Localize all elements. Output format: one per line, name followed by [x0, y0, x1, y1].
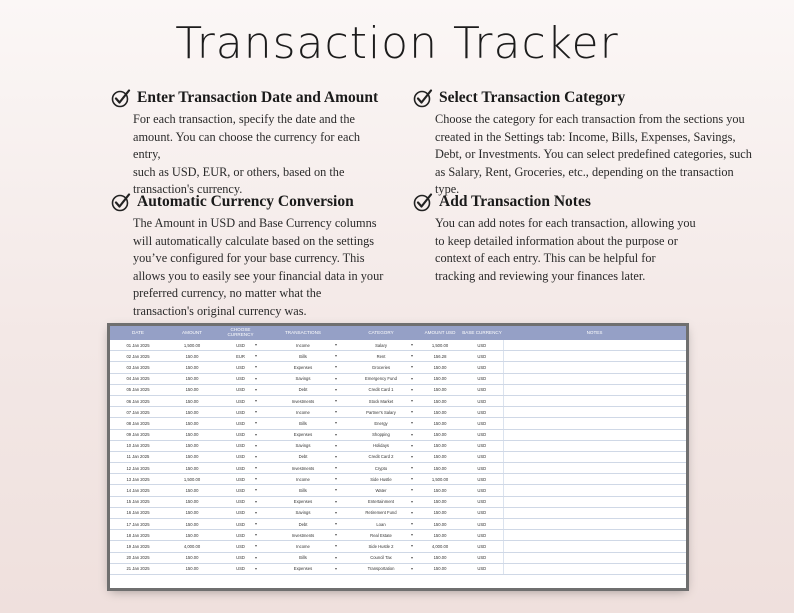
table-header-row: [110, 326, 686, 340]
currency-select[interactable]: USD: [218, 519, 263, 530]
amount-cell[interactable]: 150.00: [166, 519, 218, 530]
date-cell[interactable]: 19 Jan 2025: [110, 541, 166, 552]
category-select[interactable]: Salary: [343, 340, 419, 351]
transaction-type-select[interactable]: Investments: [263, 395, 343, 406]
notes-cell[interactable]: [503, 407, 686, 418]
currency-select[interactable]: USD: [218, 541, 263, 552]
currency-select[interactable]: USD: [218, 474, 263, 485]
notes-cell[interactable]: [503, 340, 686, 351]
category-select[interactable]: Stock Market: [343, 395, 419, 406]
notes-cell[interactable]: [503, 384, 686, 395]
amount-cell[interactable]: 150.00: [166, 373, 218, 384]
category-select[interactable]: Water: [343, 485, 419, 496]
amount-cell[interactable]: 150.00: [166, 507, 218, 518]
table-row: [110, 351, 686, 362]
amount-usd-cell: 1,500.00: [419, 474, 461, 485]
amount-usd-cell: 150.00: [419, 507, 461, 518]
date-cell[interactable]: 01 Jan 2025: [110, 340, 166, 351]
category-select[interactable]: Entertainment: [343, 496, 419, 507]
transaction-type-select[interactable]: Investments: [263, 463, 343, 474]
currency-select[interactable]: USD: [218, 373, 263, 384]
category-select[interactable]: Credit Card 1: [343, 384, 419, 395]
base-currency-cell: USD: [461, 485, 503, 496]
currency-select[interactable]: USD: [218, 340, 263, 351]
currency-select[interactable]: USD: [218, 530, 263, 541]
amount-usd-cell: 150.00: [419, 440, 461, 451]
column-header-amount: AMOUNT: [166, 326, 218, 340]
table-row: [110, 418, 686, 429]
base-currency-cell: USD: [461, 429, 503, 440]
amount-cell[interactable]: 150.00: [166, 552, 218, 563]
amount-cell[interactable]: 150.00: [166, 496, 218, 507]
date-cell[interactable]: 09 Jan 2025: [110, 429, 166, 440]
category-select[interactable]: Rent: [343, 351, 419, 362]
amount-usd-cell: 150.00: [419, 407, 461, 418]
table-row: [110, 407, 686, 418]
table-row: [110, 373, 686, 384]
notes-cell[interactable]: [503, 429, 686, 440]
transaction-type-select[interactable]: Debt: [263, 384, 343, 395]
transaction-type-select[interactable]: Savings: [263, 373, 343, 384]
date-cell[interactable]: 05 Jan 2025: [110, 384, 166, 395]
notes-cell[interactable]: [503, 496, 686, 507]
date-cell[interactable]: 14 Jan 2025: [110, 485, 166, 496]
currency-select[interactable]: USD: [218, 362, 263, 373]
table-row: [110, 362, 686, 373]
notes-cell[interactable]: [503, 373, 686, 384]
transaction-type-select[interactable]: Debt: [263, 519, 343, 530]
base-currency-cell: USD: [461, 474, 503, 485]
feature-category: [413, 88, 753, 199]
notes-cell[interactable]: [503, 463, 686, 474]
amount-usd-cell: 150.00: [419, 429, 461, 440]
category-select[interactable]: Transportation: [343, 563, 419, 574]
currency-select[interactable]: USD: [218, 563, 263, 574]
base-currency-cell: USD: [461, 373, 503, 384]
amount-usd-cell: 156.28: [419, 351, 461, 362]
column-header-amount-usd: AMOUNT USD: [419, 326, 461, 340]
amount-usd-cell: 1,500.00: [419, 340, 461, 351]
table-row: [110, 384, 686, 395]
feature-heading: Enter Transaction Date and Amount: [137, 89, 379, 106]
currency-select[interactable]: USD: [218, 407, 263, 418]
currency-select[interactable]: USD: [218, 485, 263, 496]
transactions-table: [110, 326, 686, 575]
transaction-type-select[interactable]: Expenses: [263, 563, 343, 574]
category-select[interactable]: Energy: [343, 418, 419, 429]
category-select[interactable]: Side Hustle 2: [343, 541, 419, 552]
date-cell[interactable]: 13 Jan 2025: [110, 474, 166, 485]
table-row: [110, 541, 686, 552]
notes-cell[interactable]: [503, 474, 686, 485]
checkbox-check-icon: [111, 88, 131, 108]
amount-usd-cell: 150.00: [419, 362, 461, 373]
notes-cell[interactable]: [503, 418, 686, 429]
date-cell[interactable]: 18 Jan 2025: [110, 530, 166, 541]
table-row: [110, 552, 686, 563]
amount-cell[interactable]: 1,500.00: [166, 340, 218, 351]
date-cell[interactable]: 16 Jan 2025: [110, 507, 166, 518]
table-row: [110, 395, 686, 406]
amount-usd-cell: 150.00: [419, 519, 461, 530]
base-currency-cell: USD: [461, 541, 503, 552]
currency-select[interactable]: USD: [218, 496, 263, 507]
feature-description: Choose the category for each transaction from the sections you created in the Settings tab: Income, Bills, Expenses, Savings, Debt, or Investments. You can select predefined categories, such as Salary, Rent, Groceries, etc., depending on the transaction type.: [435, 112, 752, 197]
category-select[interactable]: Credit Card 2: [343, 451, 419, 462]
amount-usd-cell: 150.00: [419, 485, 461, 496]
amount-cell[interactable]: 150.00: [166, 429, 218, 440]
date-cell[interactable]: 06 Jan 2025: [110, 395, 166, 406]
amount-cell[interactable]: 150.00: [166, 362, 218, 373]
date-cell[interactable]: 03 Jan 2025: [110, 362, 166, 373]
category-select[interactable]: Council Tax: [343, 552, 419, 563]
date-cell[interactable]: 17 Jan 2025: [110, 519, 166, 530]
transaction-type-select[interactable]: Income: [263, 541, 343, 552]
date-cell[interactable]: 02 Jan 2025: [110, 351, 166, 362]
amount-cell[interactable]: 150.00: [166, 395, 218, 406]
currency-select[interactable]: USD: [218, 463, 263, 474]
table-row: [110, 496, 686, 507]
date-cell[interactable]: 20 Jan 2025: [110, 552, 166, 563]
base-currency-cell: USD: [461, 451, 503, 462]
notes-cell[interactable]: [503, 530, 686, 541]
base-currency-cell: USD: [461, 463, 503, 474]
amount-usd-cell: 150.00: [419, 418, 461, 429]
category-select[interactable]: Holidays: [343, 440, 419, 451]
table-row: [110, 429, 686, 440]
table-row: [110, 530, 686, 541]
amount-cell[interactable]: 150.00: [166, 563, 218, 574]
table-row: [110, 451, 686, 462]
table-row: [110, 340, 686, 351]
notes-cell[interactable]: [503, 519, 686, 530]
currency-select[interactable]: USD: [218, 507, 263, 518]
feature-heading: Automatic Currency Conversion: [137, 193, 354, 210]
feature-heading: Select Transaction Category: [439, 89, 626, 106]
amount-cell[interactable]: 150.00: [166, 384, 218, 395]
date-cell[interactable]: 11 Jan 2025: [110, 451, 166, 462]
base-currency-cell: USD: [461, 362, 503, 373]
table-row: [110, 474, 686, 485]
date-cell[interactable]: 07 Jan 2025: [110, 407, 166, 418]
transactions-sheet: [110, 326, 686, 588]
currency-select[interactable]: USD: [218, 418, 263, 429]
column-header-currency: CHOOSE CURRENCY: [218, 326, 263, 340]
category-select[interactable]: Crypto: [343, 463, 419, 474]
date-cell[interactable]: 08 Jan 2025: [110, 418, 166, 429]
transaction-type-select[interactable]: Expenses: [263, 362, 343, 373]
amount-cell[interactable]: 150.00: [166, 451, 218, 462]
notes-cell[interactable]: [503, 552, 686, 563]
table-body: [110, 340, 686, 574]
amount-usd-cell: 4,000.00: [419, 541, 461, 552]
date-cell[interactable]: 15 Jan 2025: [110, 496, 166, 507]
table-row: [110, 563, 686, 574]
amount-cell[interactable]: 150.00: [166, 485, 218, 496]
base-currency-cell: USD: [461, 440, 503, 451]
category-select[interactable]: Partner's Salary: [343, 407, 419, 418]
amount-usd-cell: 150.00: [419, 373, 461, 384]
transaction-type-select[interactable]: Bills: [263, 552, 343, 563]
feature-heading: Add Transaction Notes: [439, 193, 591, 210]
table-row: [110, 440, 686, 451]
notes-cell[interactable]: [503, 563, 686, 574]
column-header-date: DATE: [110, 326, 166, 340]
category-select[interactable]: Side Hustle: [343, 474, 419, 485]
notes-cell[interactable]: [503, 507, 686, 518]
transaction-type-select[interactable]: Debt: [263, 451, 343, 462]
notes-cell[interactable]: [503, 485, 686, 496]
base-currency-cell: USD: [461, 407, 503, 418]
amount-usd-cell: 150.00: [419, 463, 461, 474]
amount-usd-cell: 150.00: [419, 496, 461, 507]
checkbox-check-icon: [111, 192, 131, 212]
base-currency-cell: USD: [461, 552, 503, 563]
amount-usd-cell: 150.00: [419, 563, 461, 574]
checkbox-check-icon: [413, 192, 433, 212]
transaction-type-select[interactable]: Savings: [263, 440, 343, 451]
amount-usd-cell: 150.00: [419, 395, 461, 406]
currency-select[interactable]: USD: [218, 552, 263, 563]
amount-cell[interactable]: 150.00: [166, 440, 218, 451]
base-currency-cell: USD: [461, 507, 503, 518]
category-select[interactable]: Shopping: [343, 429, 419, 440]
amount-cell[interactable]: 4,000.00: [166, 541, 218, 552]
transaction-type-select[interactable]: Bills: [263, 418, 343, 429]
table-row: [110, 519, 686, 530]
checkbox-check-icon: [413, 88, 433, 108]
currency-select[interactable]: USD: [218, 451, 263, 462]
amount-cell[interactable]: 150.00: [166, 418, 218, 429]
notes-cell[interactable]: [503, 351, 686, 362]
transaction-type-select[interactable]: Bills: [263, 351, 343, 362]
amount-cell[interactable]: 150.00: [166, 351, 218, 362]
amount-usd-cell: 150.00: [419, 451, 461, 462]
transaction-type-select[interactable]: Income: [263, 340, 343, 351]
transaction-type-select[interactable]: Income: [263, 474, 343, 485]
currency-select[interactable]: USD: [218, 440, 263, 451]
amount-usd-cell: 150.00: [419, 384, 461, 395]
column-header-base-currency: BASE CURRENCY: [461, 326, 503, 340]
date-cell[interactable]: 10 Jan 2025: [110, 440, 166, 451]
feature-description: For each transaction, specify the date and the amount. You can choose the currency for each entry, such as USD, EUR, or others, based on the transaction's currency.: [133, 112, 361, 197]
feature-currency-conversion: [111, 192, 386, 321]
currency-select[interactable]: USD: [218, 429, 263, 440]
notes-cell[interactable]: [503, 440, 686, 451]
amount-usd-cell: 150.00: [419, 530, 461, 541]
base-currency-cell: USD: [461, 384, 503, 395]
base-currency-cell: USD: [461, 563, 503, 574]
base-currency-cell: USD: [461, 351, 503, 362]
notes-cell[interactable]: [503, 395, 686, 406]
notes-cell[interactable]: [503, 362, 686, 373]
date-cell[interactable]: 21 Jan 2025: [110, 563, 166, 574]
base-currency-cell: USD: [461, 395, 503, 406]
category-select[interactable]: Groceries: [343, 362, 419, 373]
amount-usd-cell: 150.00: [419, 552, 461, 563]
category-select[interactable]: Loan: [343, 519, 419, 530]
feature-description: The Amount in USD and Base Currency columns will automatically calculate based on the settings you’ve configured for your base currency. This allows you to easily see your financial data in your preferred currency, no matter what the transaction's original currency was.: [133, 216, 384, 318]
category-select[interactable]: Retirement Fund: [343, 507, 419, 518]
column-header-notes: NOTES: [503, 326, 686, 340]
transaction-type-select[interactable]: Expenses: [263, 429, 343, 440]
currency-select[interactable]: EUR: [218, 351, 263, 362]
date-cell[interactable]: 04 Jan 2025: [110, 373, 166, 384]
base-currency-cell: USD: [461, 530, 503, 541]
base-currency-cell: USD: [461, 496, 503, 507]
column-header-transactions: TRANSACTIONS: [263, 326, 343, 340]
notes-cell[interactable]: [503, 541, 686, 552]
transaction-type-select[interactable]: Expenses: [263, 496, 343, 507]
table-row: [110, 485, 686, 496]
feature-date-amount: [111, 88, 386, 199]
currency-select[interactable]: USD: [218, 384, 263, 395]
notes-cell[interactable]: [503, 451, 686, 462]
column-header-category: CATEGORY: [343, 326, 419, 340]
amount-cell[interactable]: 150.00: [166, 463, 218, 474]
base-currency-cell: USD: [461, 519, 503, 530]
page-title: Transaction Tracker: [175, 18, 619, 69]
feature-notes: [413, 192, 723, 285]
amount-cell[interactable]: 150.00: [166, 530, 218, 541]
transaction-type-select[interactable]: Bills: [263, 485, 343, 496]
transaction-type-select[interactable]: Income: [263, 407, 343, 418]
base-currency-cell: USD: [461, 418, 503, 429]
table-row: [110, 507, 686, 518]
feature-description: You can add notes for each transaction, allowing you to keep detailed information about the purpose or context of each entry. This can be helpful for tracking and reviewing your finances later.: [435, 216, 696, 283]
category-select[interactable]: Real Estate: [343, 530, 419, 541]
amount-cell[interactable]: 150.00: [166, 407, 218, 418]
date-cell[interactable]: 12 Jan 2025: [110, 463, 166, 474]
base-currency-cell: USD: [461, 340, 503, 351]
transaction-type-select[interactable]: Investments: [263, 530, 343, 541]
category-select[interactable]: Emergency Fund: [343, 373, 419, 384]
amount-cell[interactable]: 1,500.00: [166, 474, 218, 485]
transaction-type-select[interactable]: Savings: [263, 507, 343, 518]
table-row: [110, 463, 686, 474]
currency-select[interactable]: USD: [218, 395, 263, 406]
